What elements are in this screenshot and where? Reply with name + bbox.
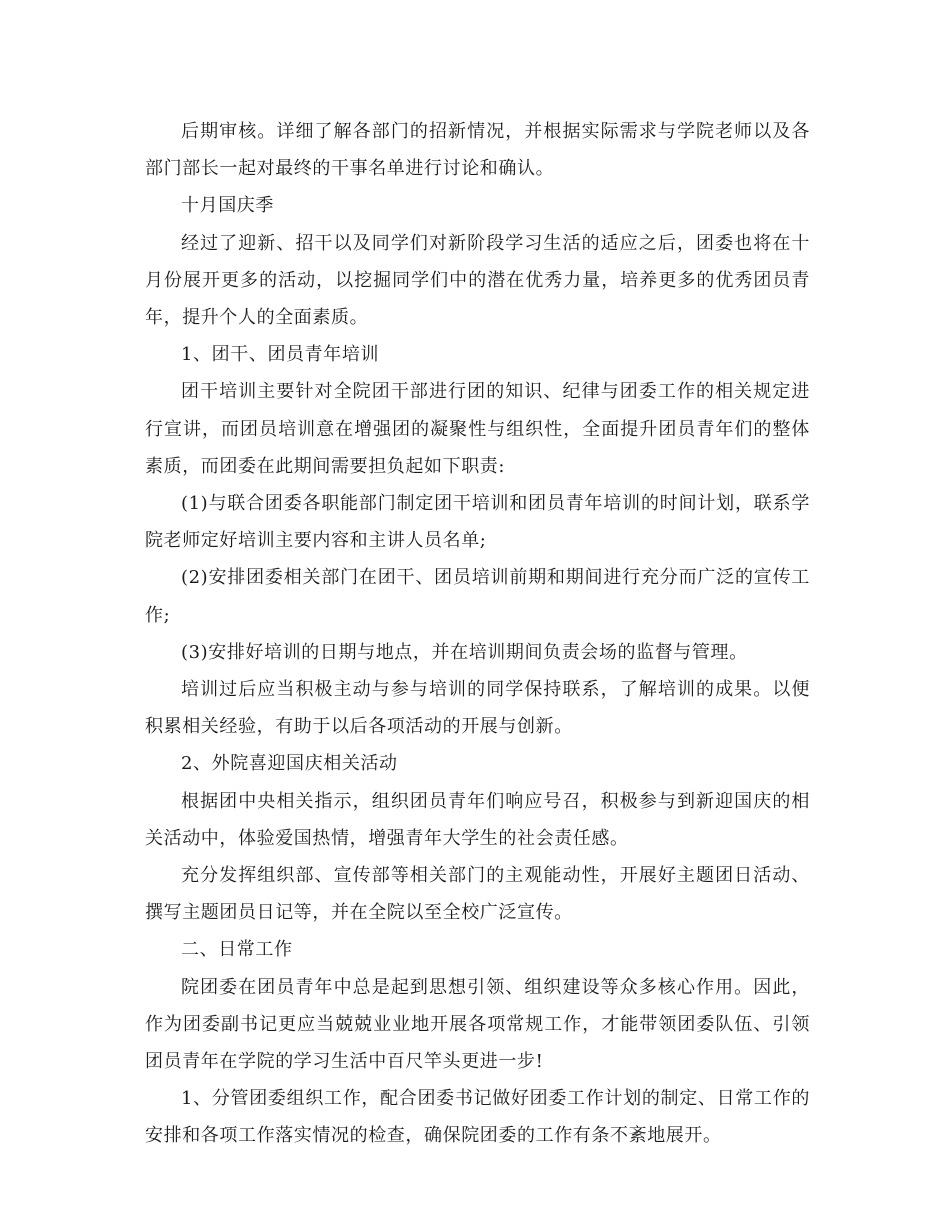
- paragraph-training-followup: 培训过后应当积极主动与参与培训的同学保持联系，了解培训的成果。以便积累相关经验，有助于以后各项活动的开展与创新。: [145, 679, 810, 738]
- heading-october-national-day: 十月国庆季: [181, 195, 274, 217]
- list-item-duty-3: (3)安排好培训的日期与地点，并在培训期间负责会场的监督与管理。: [181, 641, 748, 663]
- heading-daily-work: 二、日常工作: [181, 939, 293, 961]
- list-item-duty-1: (1)与联合团委各职能部门制定团干培训和团员青年培训的时间计划，联系学院老师定好培训主要内容和主讲人员名单;: [145, 493, 810, 552]
- paragraph-october-intro: 经过了迎新、招干以及同学们对新阶段学习生活的适应之后，团委也将在十月份展开更多的活动，以挖掘同学们中的潜在优秀力量，培养更多的优秀团员青年，提升个人的全面素质。: [145, 232, 810, 329]
- paragraph-activities-promo: 充分发挥组织部、宣传部等相关部门的主观能动性，开展好主题团日活动、撰写主题团员日记等，并在全院以至全校广泛宣传。: [145, 865, 810, 924]
- paragraph-daily-work-intro: 院团委在团员青年中总是起到思想引领、组织建设等众多核心作用。因此，作为团委副书记更应当兢兢业业地开展各项常规工作，才能带领团委队伍、引领团员青年在学院的学习生活中百尺竿头更进一步!: [145, 976, 810, 1073]
- heading-training: 1、团干、团员青年培训: [181, 344, 380, 366]
- paragraph-daily-work-item-1: 1、分管团委组织工作，配合团委书记做好团委工作计划的制定、日常工作的安排和各项工作落实情况的检查，确保院团委的工作有条不紊地展开。: [145, 1088, 810, 1147]
- paragraph-training-desc: 团干培训主要针对全院团干部进行团的知识、纪律与团委工作的相关规定进行宣讲，而团员培训意在增强团的凝聚性与组织性，全面提升团员青年们的整体素质，而团委在此期间需要担负起如下职责:: [145, 381, 810, 477]
- document-body: [145, 113, 810, 1155]
- paragraph-activities-desc: 根据团中央相关指示，组织团员青年们响应号召，积极参与到新迎国庆的相关活动中，体验爱国热情，增强青年大学生的社会责任感。: [145, 790, 810, 849]
- heading-national-day-activities: 2、外院喜迎国庆相关活动: [181, 753, 398, 775]
- paragraph-recruitment-review: 后期审核。详细了解各部门的招新情况，并根据实际需求与学院老师以及各部门部长一起对最终的干事名单进行讨论和确认。: [145, 121, 810, 180]
- list-item-duty-2: (2)安排团委相关部门在团干、团员培训前期和期间进行充分而广泛的宣传工作;: [145, 567, 810, 626]
